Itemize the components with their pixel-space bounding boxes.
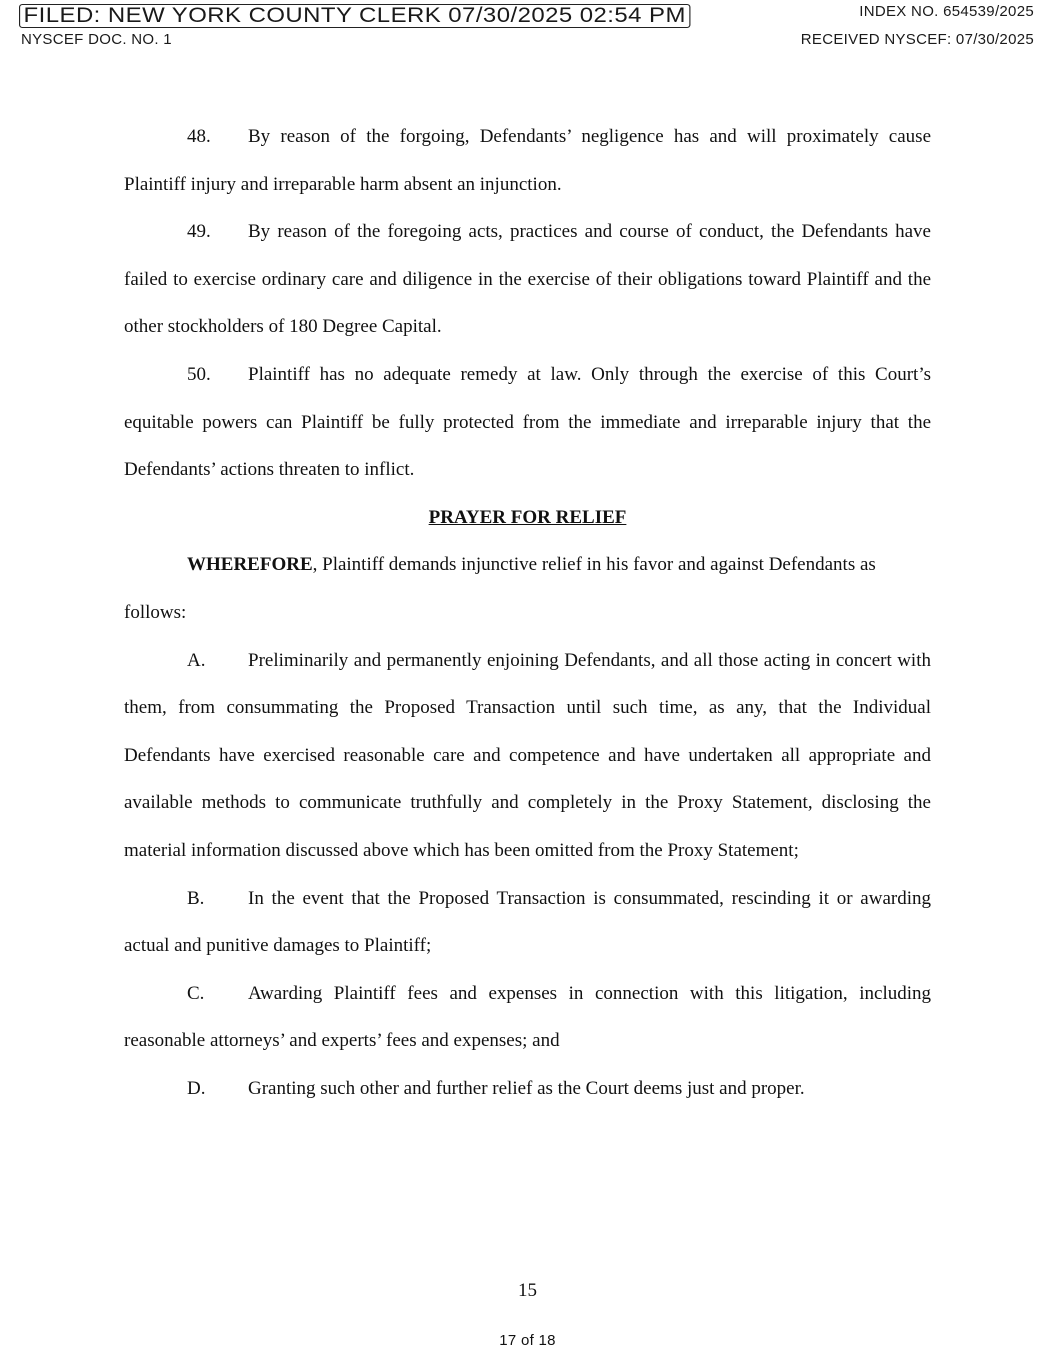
relief-letter: B. — [187, 887, 205, 909]
document-body — [124, 113, 931, 1112]
paragraph-number: 50. — [187, 363, 211, 385]
relief-text: Awarding Plaintiff fees and expenses in connection with this litigation, including reasonable attorneys’ and experts’ fees and expenses; and — [124, 982, 931, 1052]
relief-item-b — [124, 875, 931, 970]
wherefore-keyword: WHEREFORE — [187, 554, 313, 576]
paragraph-text: Plaintiff has no adequate remedy at law. Only through the exercise of this Court’s equitable powers can Plaintiff be fully protected from the immediate and irreparable injury that the Defendants’ actions threaten to inflict. — [124, 363, 931, 481]
paragraph-48 — [124, 113, 931, 208]
paragraph-text: By reason of the foregoing acts, practices and course of conduct, the Defendants have failed to exercise ordinary care and diligence in the exercise of their obligations toward Plaintiff and the other stockholders of 180 Degree Capital. — [124, 221, 931, 338]
paragraph-text: By reason of the forgoing, Defendants’ negligence has and will proximately cause Plaintiff injury and irreparable harm absent an injunction. — [124, 126, 931, 195]
page-of-total: 17 of 18 — [499, 1332, 556, 1349]
paragraph-number: 48. — [187, 126, 211, 147]
relief-letter: C. — [187, 982, 205, 1004]
relief-item-c — [124, 970, 931, 1065]
relief-item-a — [124, 637, 931, 875]
paragraph-50 — [124, 351, 931, 494]
relief-item-d — [124, 1065, 931, 1113]
index-number: INDEX NO. 654539/2025 — [859, 3, 1034, 20]
relief-letter: D. — [187, 1077, 206, 1099]
relief-text: Preliminarily and permanently enjoining Defendants, and all those acting in concert with them, from consummating the Proposed Transaction until such time, as any, that the Individual Defendants have exercised reasonable care and competence and have undertaken all appropriate and available methods to communicate truthfully and completely in the Proxy Statement, disclosing the material information discussed above which has been omitted from the Proxy Statement; — [124, 649, 931, 861]
nyscef-doc-number: NYSCEF DOC. NO. 1 — [21, 31, 172, 48]
paragraph-49 — [124, 208, 931, 351]
filed-stamp: FILED: NEW YORK COUNTY CLERK 07/30/2025 02:54 PM — [19, 4, 690, 28]
relief-text: In the event that the Proposed Transaction is consummated, rescinding it or awarding actual and punitive damages to Plaintiff; — [124, 887, 931, 957]
wherefore-clause — [124, 541, 931, 636]
relief-text: Granting such other and further relief as the Court deems just and proper. — [248, 1077, 805, 1099]
paragraph-number: 49. — [187, 221, 211, 243]
page-number: 15 — [518, 1280, 537, 1301]
relief-letter: A. — [187, 649, 206, 671]
wherefore-text: , Plaintiff demands injunctive relief in his favor and against Defendants as follows: — [124, 554, 876, 623]
received-date: RECEIVED NYSCEF: 07/30/2025 — [800, 31, 1034, 48]
prayer-heading: PRAYER FOR RELIEF — [428, 506, 627, 528]
